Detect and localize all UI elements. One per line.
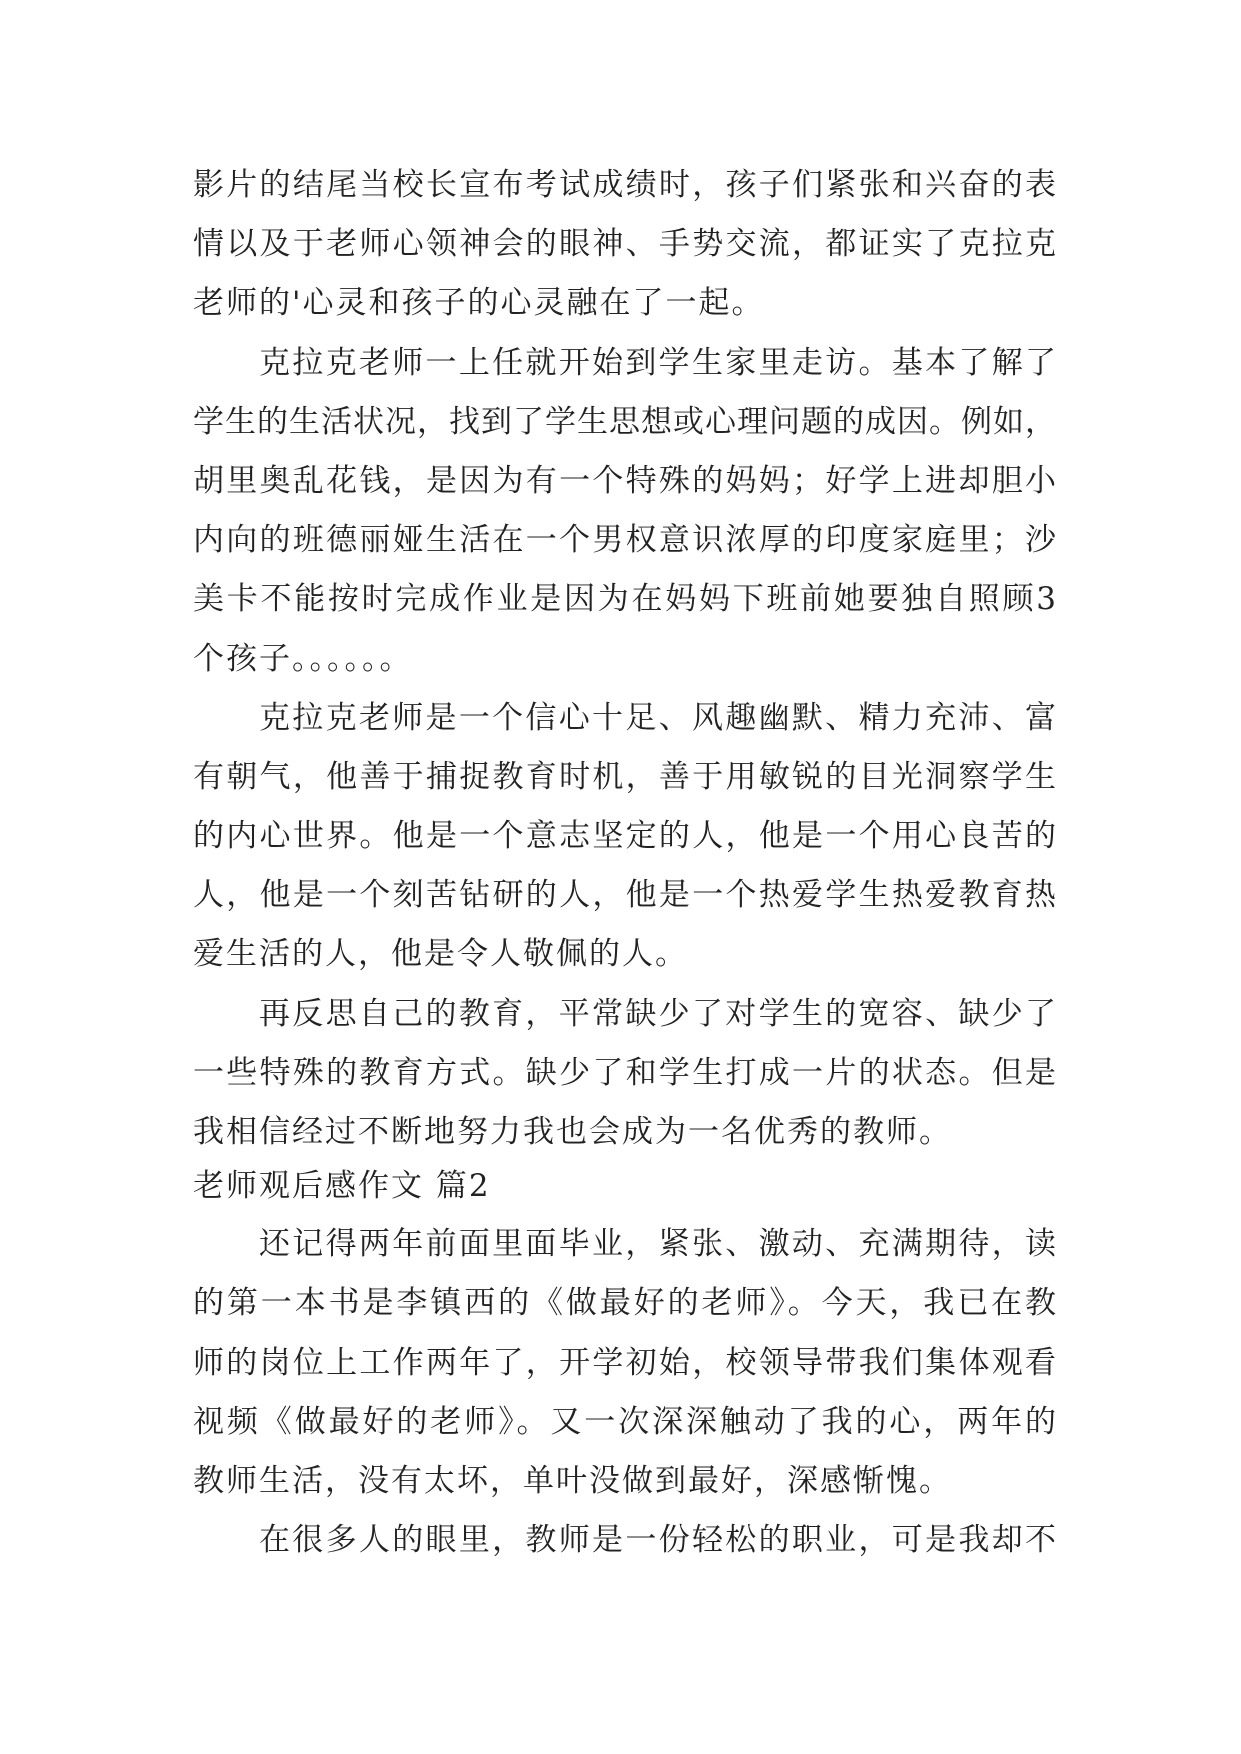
paragraph-line: 人，他是一个刻苦钻研的人，他是一个热爱学生热爱教育热 <box>193 877 1056 914</box>
paragraph-line: 美卡不能按时完成作业是因为在妈妈下班前她要独自照顾3 <box>193 581 1056 618</box>
paragraph-line: 有朝气，他善于捕捉教育时机，善于用敏锐的目光洞察学生 <box>193 758 1056 795</box>
paragraph <box>193 689 1056 985</box>
paragraph-line: 在很多人的眼里，教师是一份轻松的职业，可是我却不 <box>259 1522 1056 1559</box>
paragraph-line: 克拉克老师是一个信心十足、风趣幽默、精力充沛、富 <box>259 699 1056 736</box>
paragraph-line: 视频《做最好的老师》。又一次深深触动了我的心，两年的 <box>193 1403 1056 1440</box>
section-continued <box>193 156 1056 1162</box>
paragraph <box>193 334 1056 689</box>
paragraph-line: 克拉克老师一上任就开始到学生家里走访。基本了解了 <box>259 344 1056 381</box>
paragraph-line: 胡里奥乱花钱，是因为有一个特殊的妈妈；好学上进却胆小 <box>193 462 1056 499</box>
paragraph-line: 影片的结尾当校长宣布考试成绩时，孩子们紧张和兴奋的表 <box>193 167 1056 203</box>
paragraph <box>193 156 1056 334</box>
paragraph-line: 情以及于老师心领神会的眼神、手势交流，都证实了克拉克 <box>193 226 1056 263</box>
paragraph-line: 的第一本书是李镇西的《做最好的老师》。今天，我已在教 <box>193 1285 1056 1322</box>
paragraph-line: 我相信经过不断地努力我也会成为一名优秀的教师。 <box>193 1114 952 1150</box>
paragraph <box>193 1511 1056 1570</box>
paragraph-line: 教师生活，没有太坏，单叶没做到最好，深感惭愧。 <box>193 1462 952 1499</box>
paragraph <box>193 985 1056 1163</box>
document-body <box>193 156 1056 1570</box>
paragraph-line: 爱生活的人，他是令人敬佩的人。 <box>193 936 688 973</box>
paragraph-line: 还记得两年前面里面毕业，紧张、激动、充满期待，读 <box>259 1226 1056 1263</box>
section-heading: 老师观后感作文 篇2 <box>193 1168 491 1205</box>
paragraph-line: 师的岗位上工作两年了，开学初始，校领导带我们集体观看 <box>193 1344 1056 1381</box>
section-essay-2 <box>193 1157 1056 1570</box>
paragraph-line: 内向的班德丽娅生活在一个男权意识浓厚的印度家庭里；沙 <box>193 522 1056 559</box>
paragraph-line: 学生的生活状况，找到了学生思想或心理问题的成因。例如， <box>193 403 1056 440</box>
paragraph-line: 老师的'心灵和孩子的心灵融在了一起。 <box>193 285 765 322</box>
paragraph-line: 的内心世界。他是一个意志坚定的人，他是一个用心良苦的 <box>193 818 1056 855</box>
paragraph-line: 一些特殊的教育方式。缺少了和学生打成一片的状态。但是 <box>193 1054 1056 1091</box>
paragraph-line: 再反思自己的教育，平常缺少了对学生的宽容、缺少了 <box>259 995 1056 1032</box>
paragraph <box>193 1215 1056 1511</box>
paragraph-line: 个孩子。。。。。。 <box>193 640 413 677</box>
